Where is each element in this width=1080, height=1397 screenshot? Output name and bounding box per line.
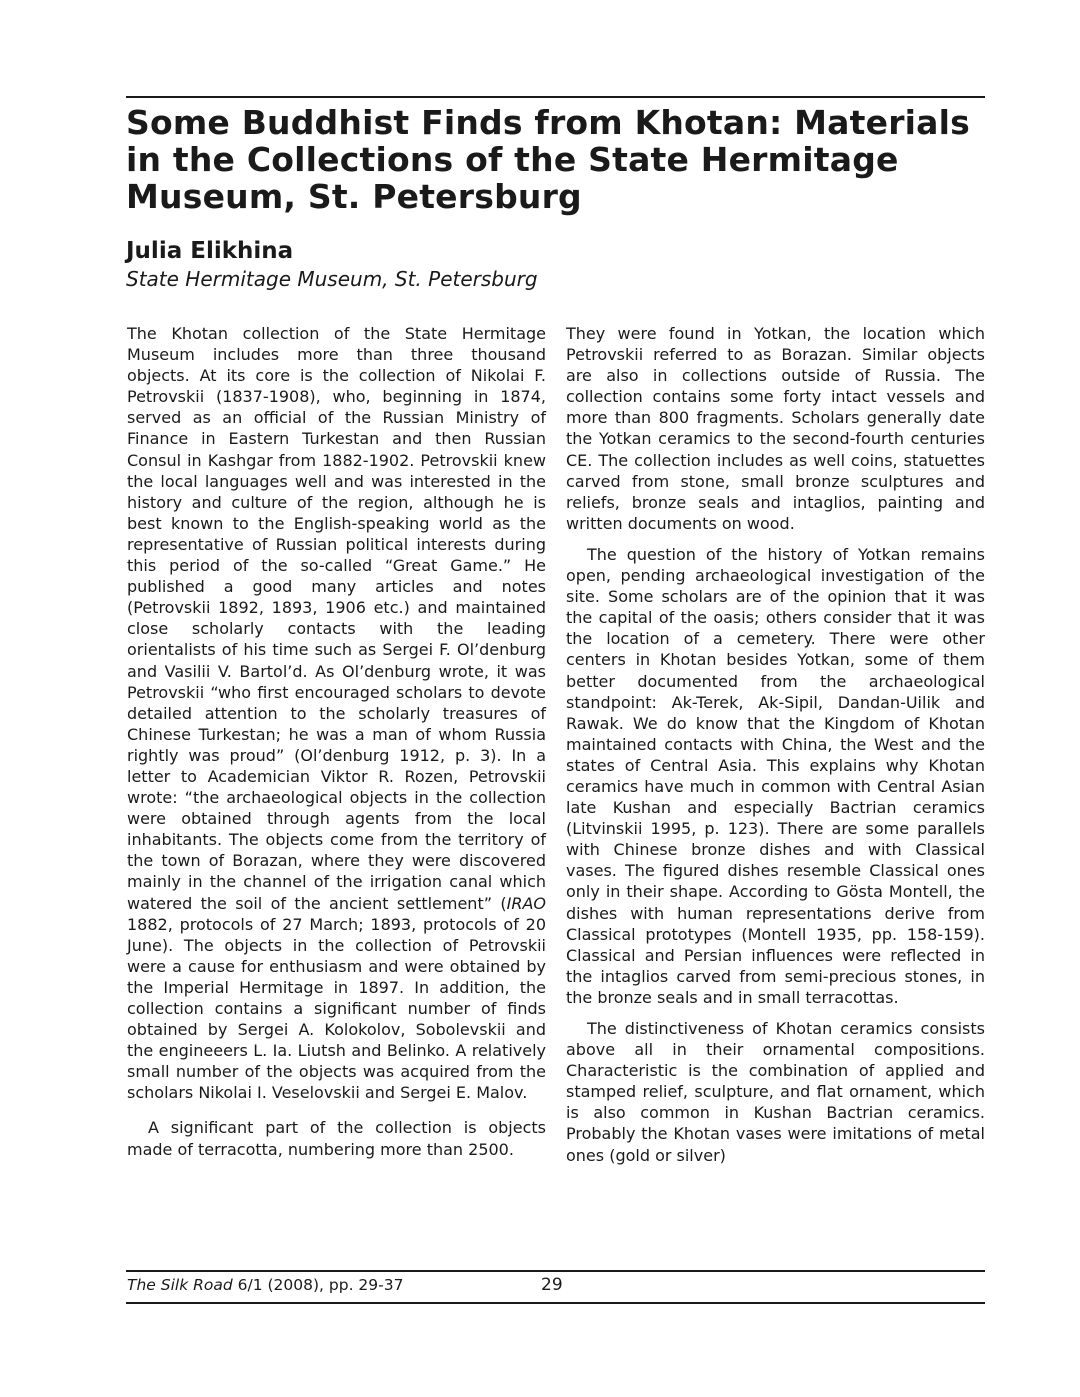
author-affiliation: State Hermitage Museum, St. Petersburg bbox=[126, 267, 538, 291]
footer-citation: The Silk Road 6/1 (2008), pp. 29-37 bbox=[127, 1276, 404, 1294]
left-paragraph-2: A significant part of the collection is objects made of terracotta, numbering more than 2500. bbox=[127, 1118, 546, 1159]
footer-rule-bottom bbox=[126, 1302, 985, 1304]
footer-rule-top bbox=[126, 1270, 985, 1272]
left-paragraph-1: The Khotan collection of the State Hermitage Museum includes more than three thousand objects. At its core is the collection of Nikolai F. Petrovskii (1837-1908), who, beginning in 1874, served as an official of the Russian Ministry of Finance in Eastern Turkestan and then Russian Consul in Kashgar from 1882-1902. Petrovskii knew the local languages well and was interested in the history and culture of the region, although he is best known to the English-speaking world as the representative of Russian political interests during this period of the so-called “Great Game.” He published a good many articles and notes (Petrovskii 1892, 1893, 1906 etc.) and maintained close scholarly contacts with the leading orientalists of his time such as Sergei F. Ol’denburg and Vasilii V. Bartol’d. As Ol’denburg wrote, it was Petrovskii “who first encouraged scholars to devote detailed attention to the scholarly treasures of Chinese Turkestan; he was a man of whom Russia rightly was proud” (Ol’denburg 1912, p. 3). In a letter to Academician Viktor R. Rozen, Petrovskii wrote: “the archaeological objects in the collection were obtained through agents from the local inhabitants. The objects come from the territory of the town of Borazan, where they were discovered mainly in the channel of the irrigation canal which watered the soil of the ancient settlement” (IRAO 1882, protocols of 27 March; 1893, protocols of 20 June). The objects in the collection of Petrovskii were a cause for enthusiasm and were obtained by the Imperial Hermitage in 1897. In addition, the collection contains a significant number of finds obtained by Sergei A. Kolokolov, Sobolevskii and the engineeers L. Ia. Liutsh and Belinko. A relatively small number of the objects was acquired from the scholars Nikolai I. Veselovskii and Sergei E. Malov. bbox=[127, 324, 546, 1103]
right-paragraph-2: The question of the history of Yotkan remains open, pending archaeological investigation of the site. Some scholars are of the opinion that it was the capital of the oasis; others consider that it was the location of a cemetery. There were other centers in Khotan besides Yotkan, some of them better documented from the archaeological standpoint: Ak-Terek, Ak-Sipil, Dandan-Uilik and Rawak. We do know that the Kingdom of Khotan maintained contacts with China, the West and the states of Central Asia. This explains why Khotan ceramics have much in common with Central Asian late Kushan and especially Bactrian ceramics (Litvinskii 1995, p. 123). There are some parallels with Chinese bronze dishes and with Classical vases. The figured dishes resemble Classical ones only in their shape. According to Gösta Montell, the dishes with human representations derive from Classical prototypes (Montell 1935, pp. 158-159). Classical and Persian influences were reflected in the intaglios carved from semi-precious stones, in the bronze seals and in small terracottas. bbox=[566, 544, 985, 1007]
right-column bbox=[566, 323, 985, 1166]
italic-abbrev: IRAO bbox=[506, 893, 546, 913]
page-number: 29 bbox=[541, 1275, 563, 1295]
article-title: Some Buddhist Finds from Khotan: Materials in the Collections of the State Hermitage Museum, St. Petersburg bbox=[126, 103, 971, 216]
author-name: Julia Elikhina bbox=[126, 238, 294, 264]
left-column bbox=[127, 323, 546, 1160]
right-paragraph-3: The distinctiveness of Khotan ceramics consists above all in their ornamental compositions. Characteristic is the combination of applied and stamped relief, sculpture, and flat ornament, which is also common in Kushan Bactrian ceramics. Probably the Khotan vases were imitations of metal ones (gold or silver) bbox=[566, 1019, 985, 1165]
top-rule bbox=[126, 96, 985, 98]
journal-name: The Silk Road bbox=[127, 1276, 233, 1294]
right-paragraph-1: They were found in Yotkan, the location which Petrovskii referred to as Borazan. Similar objects are also in collections outside of Russia. The collection contains some forty intact vessels and more than 800 fragments. Scholars generally date the Yotkan ceramics to the second-fourth centuries CE. The collection includes as well coins, statuettes carved from stone, small bronze sculptures and reliefs, bronze seals and intaglios, painting and written documents on wood. bbox=[566, 324, 985, 533]
